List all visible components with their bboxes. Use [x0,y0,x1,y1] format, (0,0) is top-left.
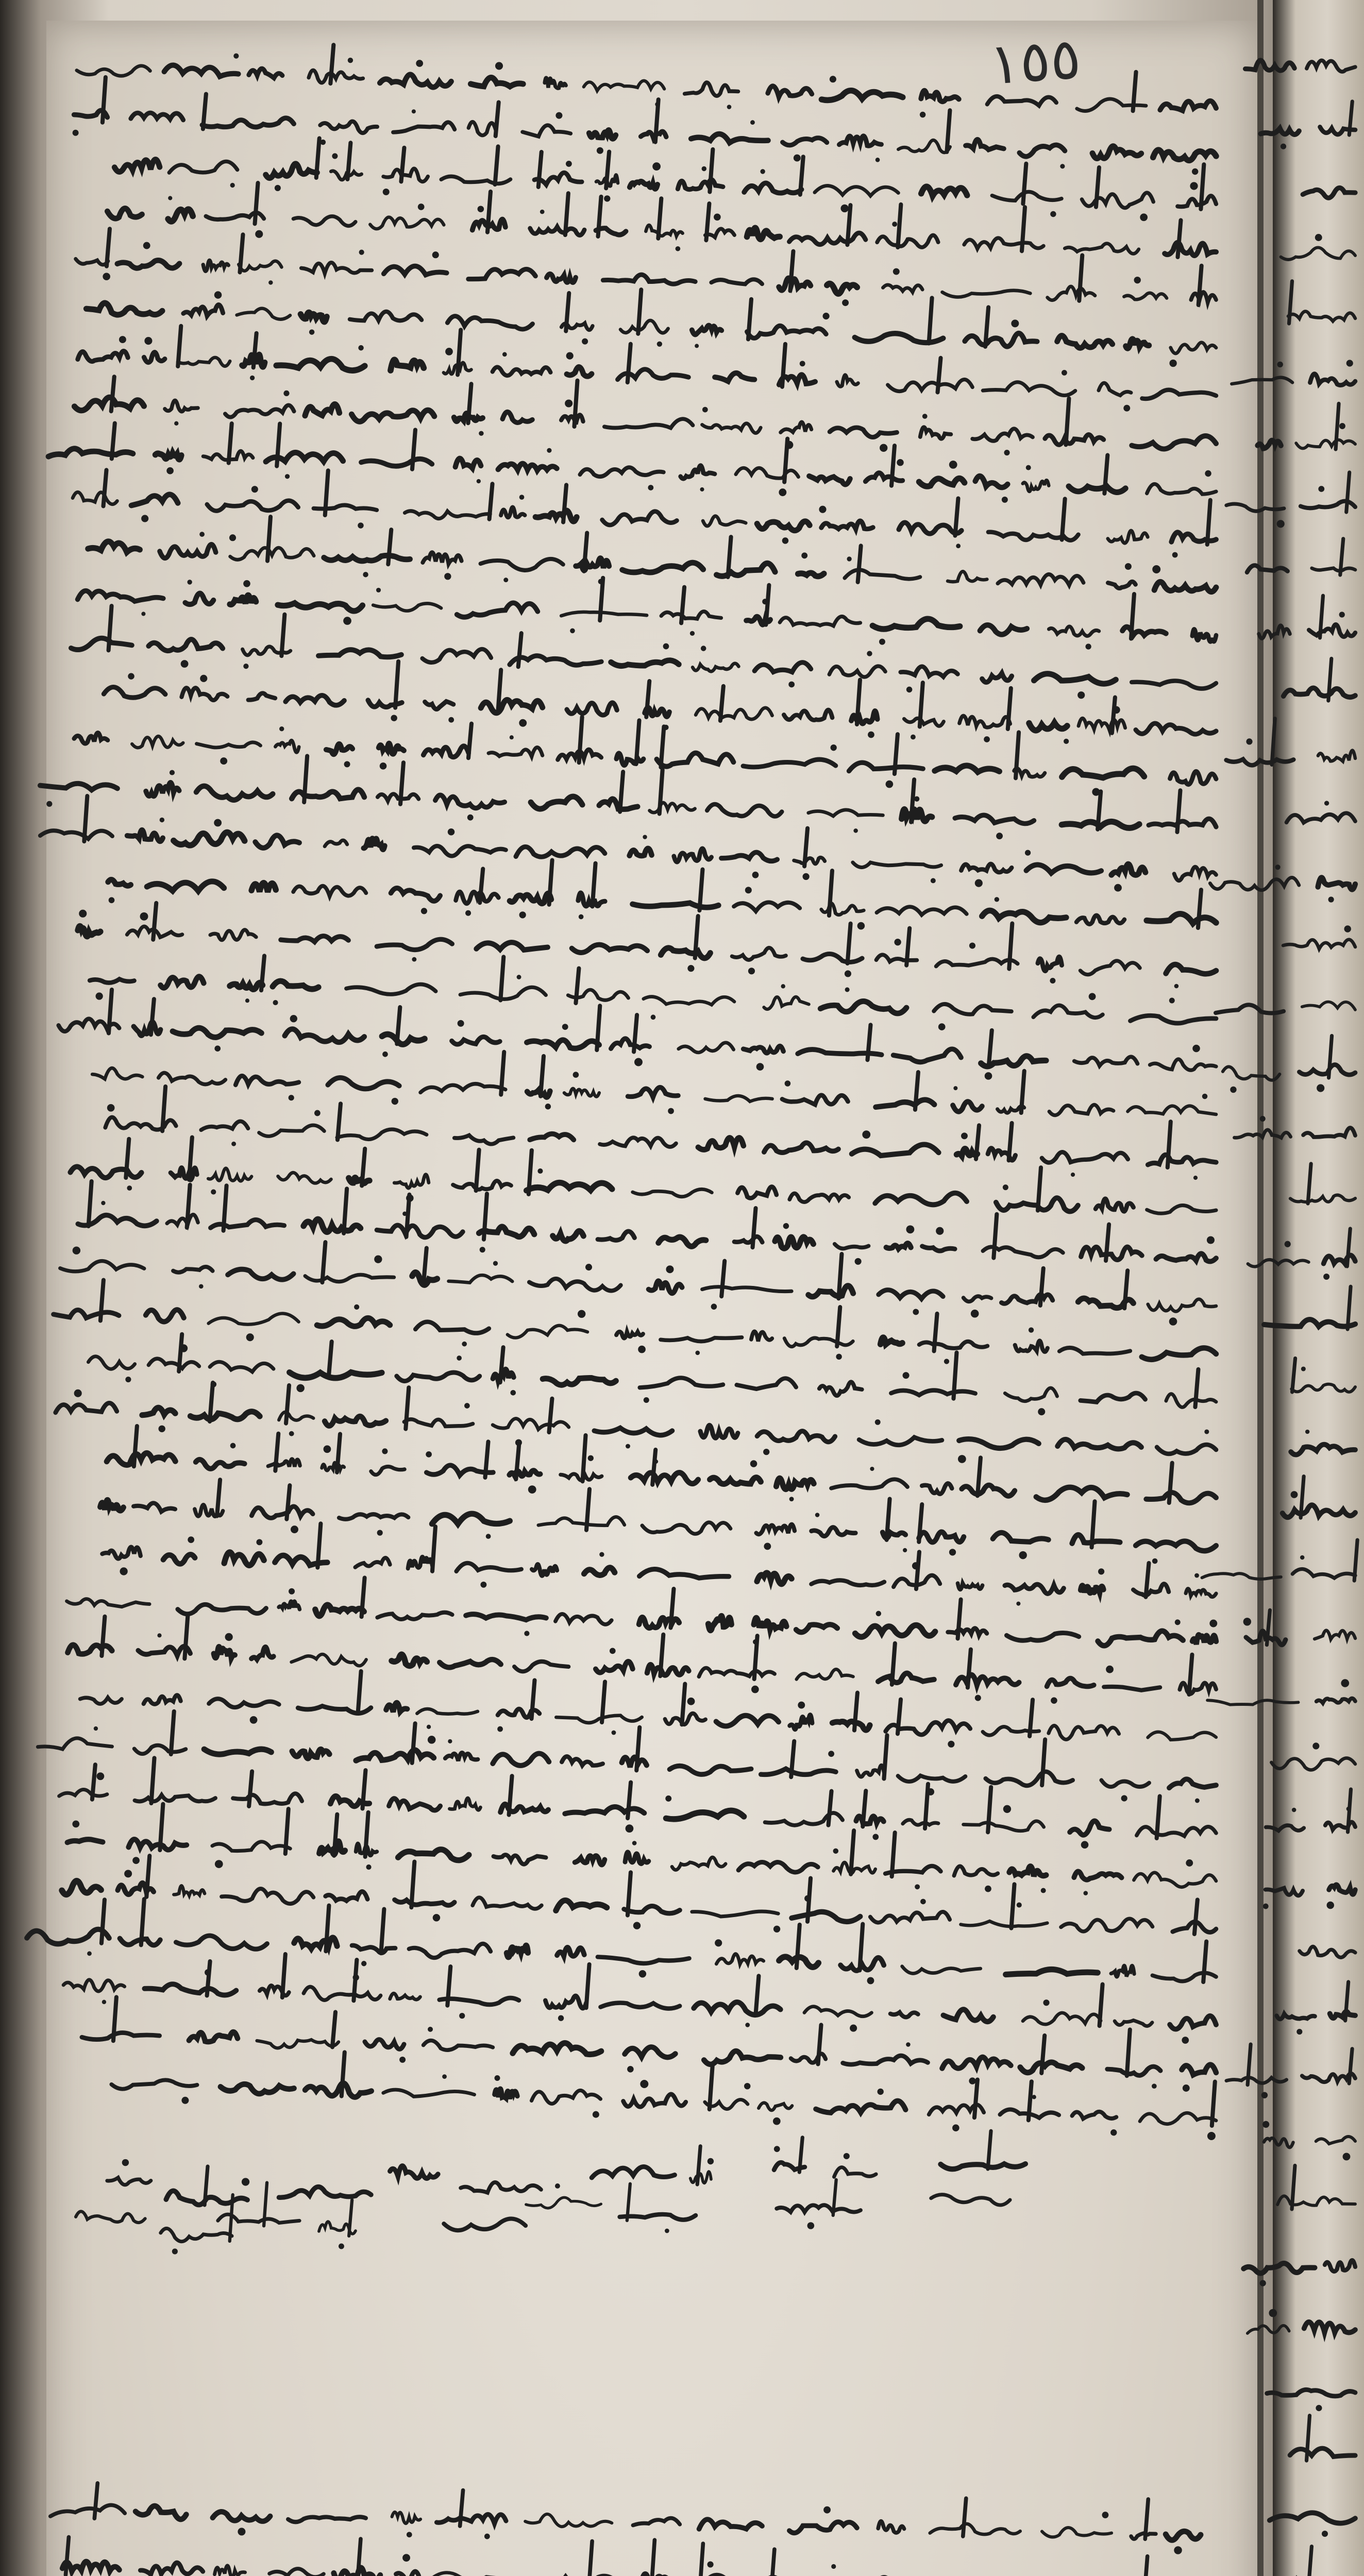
handwritten-line [1262,2121,1355,2161]
handwritten-line [1261,101,1355,149]
handwritten-line [1291,1430,1355,1455]
handwritten-line [1243,2260,1355,2286]
handwritten-line [1264,1286,1355,1329]
handwritten-line [1263,1885,1355,1909]
handwritten-line [1259,596,1355,638]
handwritten-line [1282,2547,1355,2576]
handwritten-line [1257,403,1355,449]
handwritten-line [1303,188,1355,198]
handwritten-line [1248,2309,1355,2333]
handwritten-line [1245,60,1355,72]
handwritten-line [1235,1116,1355,1138]
handwritten-line [1300,1946,1355,1957]
handwritten-line [1226,719,1355,766]
handwritten-line [1290,1164,1355,1204]
handwritten-line [1267,2389,1355,2411]
handwritten-line [1207,1679,1355,1705]
handwritten-line [1287,801,1355,822]
handwritten-line [1277,2165,1355,2209]
handwritten-line [1243,1610,1355,1645]
handwritten-line [1226,2044,1355,2098]
handwritten-line [1210,865,1355,902]
handwritten-line [1288,281,1355,324]
handwritten-line [1271,1742,1355,1770]
handwritten-line [1284,658,1355,701]
handwritten-line [1247,539,1355,575]
handwritten-line [1283,925,1355,949]
handwritten-line [1232,360,1355,385]
handwritten-line [1281,234,1355,260]
handwritten-line [1270,2513,1355,2537]
folio-number: ١٥٥ [987,25,1083,98]
handwritten-line [1276,1982,1355,2035]
handwritten-line [1216,1002,1355,1013]
handwritten-line [1202,1540,1358,1581]
handwritten-line [1291,1358,1355,1392]
handwritten-line [1226,472,1355,528]
handwritten-line [1223,1036,1355,1093]
handwritten-line [1266,1789,1355,1832]
handwritten-line [1248,1229,1355,1280]
handwritten-line [1290,2416,1355,2461]
handwritten-line [1283,1477,1355,1518]
